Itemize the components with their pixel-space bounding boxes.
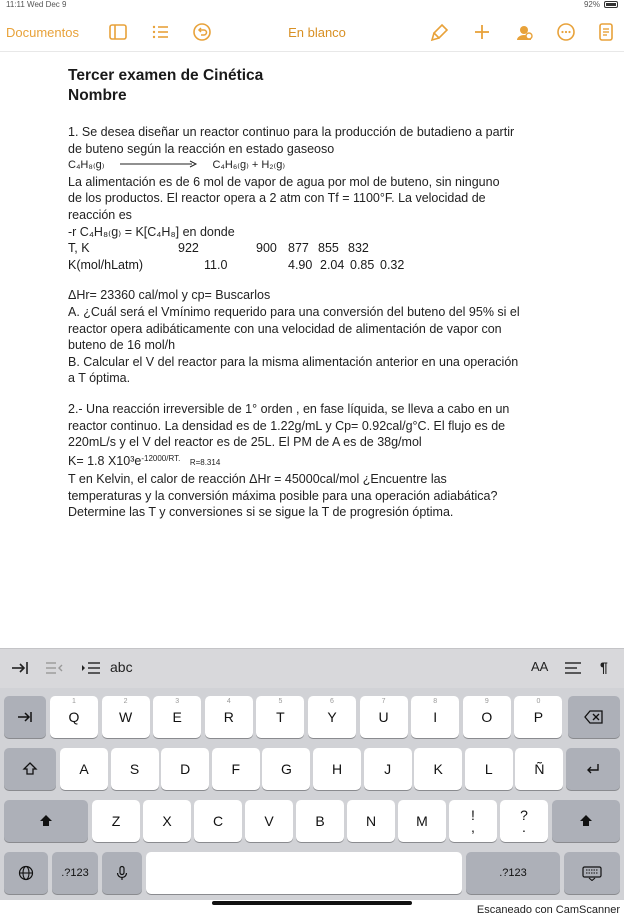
key-hint: 2 xyxy=(123,698,128,705)
home-indicator xyxy=(212,901,412,905)
collaborate-icon[interactable] xyxy=(512,20,536,44)
key-row1-2[interactable] xyxy=(102,696,150,738)
globe-key[interactable] xyxy=(4,852,48,894)
key-row2-2[interactable] xyxy=(111,748,159,790)
q1-a-line-3: buteno de 16 mol/h xyxy=(68,338,176,353)
q2-k-exponent: -12000/RT. xyxy=(141,453,181,463)
battery-percent: 92% xyxy=(583,0,600,9)
table-cell: 900 xyxy=(256,241,277,256)
q1-line-3: La alimentación es de 6 mol de vapor de agua por mol de buteno, sin ninguno xyxy=(68,174,500,189)
key-row1-4[interactable] xyxy=(205,696,253,738)
q2-line-5: T en Kelvin, el calor de reacción ΔHr = 45000cal/mol ¿Encuentre las xyxy=(68,472,447,487)
sidebar-icon[interactable] xyxy=(106,20,130,44)
key-hint: 8 xyxy=(433,698,438,705)
shift-key-left[interactable] xyxy=(4,800,88,842)
key-row3-1[interactable] xyxy=(92,800,140,842)
key-label: N xyxy=(365,813,377,829)
key-label: C xyxy=(212,813,224,829)
list-icon[interactable] xyxy=(148,20,172,44)
app-toolbar xyxy=(0,12,624,52)
key-hint: 9 xyxy=(484,698,489,705)
space-bar[interactable] xyxy=(146,852,462,894)
key-label: F xyxy=(231,761,241,777)
font-size-button[interactable]: AA xyxy=(531,659,549,674)
q1-line-4: de los productos. El reactor opera a 2 atm con Tf = 1100°F. La velocidad de xyxy=(68,191,486,206)
q2-line-2: reactor continuo. La densidad es de 1.22g/mL y Cp= 0.92cal/g°C. El flujo es de xyxy=(68,418,506,433)
table-cell: 2.04 xyxy=(320,257,345,272)
key-row3-8[interactable] xyxy=(449,800,497,842)
key-hint: 5 xyxy=(278,698,283,705)
key-row1-5[interactable] xyxy=(256,696,304,738)
key-label: A xyxy=(79,761,89,777)
key-row2-10[interactable] xyxy=(515,748,563,790)
key-row1-1[interactable] xyxy=(50,696,98,738)
key-label: V xyxy=(264,813,274,829)
return-key[interactable] xyxy=(566,748,620,790)
key-label: ! xyxy=(471,807,475,823)
q1-reactant: C₄H₈₍g₎ xyxy=(68,159,105,172)
key-row3-2[interactable] xyxy=(143,800,191,842)
key-label: G xyxy=(280,761,292,777)
key-row2-5[interactable] xyxy=(262,748,310,790)
numbers-key-left[interactable]: .?123 xyxy=(52,852,98,894)
key-row2-4[interactable] xyxy=(212,748,260,790)
key-row1-3[interactable] xyxy=(153,696,201,738)
brush-icon[interactable] xyxy=(428,20,452,44)
shift-key-right[interactable] xyxy=(552,800,620,842)
table-cell: 0.32 xyxy=(380,257,405,272)
key-label: ? xyxy=(520,807,528,823)
key-label: E xyxy=(172,709,182,725)
key-label: L xyxy=(484,761,493,777)
key-label: Ñ xyxy=(534,761,545,777)
microphone-key[interactable] xyxy=(102,852,142,894)
tab-key[interactable] xyxy=(4,696,46,738)
table-row-k xyxy=(68,257,568,274)
q2-line-1: 2.- Una reacción irreversible de 1° orden , en fase líquida, se lleva a cabo en un xyxy=(68,401,510,416)
key-row1-9[interactable] xyxy=(463,696,511,738)
q2-line-3: 220mL/s y el V del reactor es de 25L. El PM de A es de 38g/mol xyxy=(68,435,422,450)
align-icon[interactable] xyxy=(564,660,582,679)
key-label: T xyxy=(276,709,285,725)
key-label: K xyxy=(433,761,443,777)
on-screen-keyboard xyxy=(0,688,624,900)
q1-line-5: reacción es xyxy=(68,207,132,222)
q1-a-line-1: A. ¿Cuál será el Vmínimo requerido para una conversión del buteno del 95% si el xyxy=(68,304,520,319)
numbers-key-right[interactable]: .?123 xyxy=(466,852,560,894)
table-cell: 4.90 xyxy=(288,257,313,272)
key-row2-9[interactable] xyxy=(465,748,513,790)
key-row1-8[interactable] xyxy=(411,696,459,738)
q1-b-line-2: a T óptima. xyxy=(68,371,131,386)
key-row1-7[interactable] xyxy=(360,696,408,738)
q1-b-line-1: B. Calcular el V del reactor para la misma alimentación anterior en una operación xyxy=(68,354,519,369)
q2-k-line xyxy=(68,451,568,472)
table-k-label: K(mol/hLatm) xyxy=(68,257,144,272)
table-cell: 922 xyxy=(178,241,199,256)
key-label: M xyxy=(416,813,428,829)
key-label: I xyxy=(433,709,438,725)
q1-line-2: de buteno según la reacción en estado gaseoso xyxy=(68,141,335,156)
key-row3-9[interactable] xyxy=(500,800,548,842)
q2-line-6: temperaturas y la conversión máxima posible para una operación adiabática? xyxy=(68,488,498,503)
status-time: 11:11 Wed Dec 9 xyxy=(6,0,67,9)
table-cell: 0.85 xyxy=(350,257,375,272)
key-row2-7[interactable] xyxy=(364,748,412,790)
q1-reaction xyxy=(68,157,568,174)
q1-products: C₄H₆₍g₎ + H₂₍g₎ xyxy=(212,159,286,172)
status-bar xyxy=(0,0,624,10)
key-row3-6[interactable] xyxy=(347,800,395,842)
key-row2-6[interactable] xyxy=(313,748,361,790)
table-row-temperature xyxy=(68,240,568,257)
delete-key[interactable] xyxy=(568,696,620,738)
key-hint: 4 xyxy=(226,698,231,705)
key-row2-3[interactable] xyxy=(161,748,209,790)
key-hint: 1 xyxy=(72,698,76,705)
key-label: U xyxy=(378,709,389,725)
key-row2-8[interactable] xyxy=(414,748,462,790)
table-cell: 11.0 xyxy=(204,257,228,272)
key-label: P xyxy=(533,709,544,725)
table-cell: 877 xyxy=(288,241,309,256)
key-label: R xyxy=(223,709,234,725)
key-row2-1[interactable] xyxy=(60,748,108,790)
document-title[interactable]: En blanco xyxy=(288,24,346,40)
exam-title: Tercer examen de Cinética xyxy=(68,67,264,84)
outdent-icon[interactable] xyxy=(44,660,64,679)
key-sub-label: , xyxy=(471,819,475,835)
key-row3-3[interactable] xyxy=(194,800,242,842)
paragraph-style-button[interactable]: abc xyxy=(110,659,133,675)
key-row1-6[interactable] xyxy=(308,696,356,738)
reaction-arrow-icon xyxy=(118,157,198,174)
key-label: B xyxy=(315,813,325,829)
scanner-watermark: Escaneado con CamScanner xyxy=(476,904,620,916)
key-row3-5[interactable] xyxy=(296,800,344,842)
more-icon[interactable] xyxy=(554,20,578,44)
q1-rate: -r C₄H₈₍g₎ = K[C₄H₈] en donde xyxy=(68,224,235,239)
documents-button[interactable]: Documentos xyxy=(6,24,79,40)
table-t-label: T, K xyxy=(68,241,90,256)
document-icon[interactable] xyxy=(594,20,618,44)
format-bar xyxy=(0,648,624,688)
caps-lock-key[interactable] xyxy=(4,748,56,790)
paragraph-marks-button[interactable]: ¶ xyxy=(600,659,608,675)
key-label: Y xyxy=(327,709,337,725)
key-hint: 6 xyxy=(330,698,334,705)
document-body[interactable] xyxy=(68,66,568,521)
key-hint: 3 xyxy=(175,698,180,705)
undo-icon[interactable] xyxy=(190,20,214,44)
key-label: O xyxy=(481,709,493,725)
key-hint: 0 xyxy=(536,698,541,705)
name-label: Nombre xyxy=(68,87,127,104)
key-label: S xyxy=(129,761,140,777)
indent-icon[interactable] xyxy=(10,660,30,679)
q1-a-line-2: reactor opera adibáticamente con una velocidad de alimentación de vapor con xyxy=(68,321,502,336)
keyboard-dismiss-key[interactable] xyxy=(564,852,620,894)
key-label: X xyxy=(162,813,172,829)
key-sub-label: . xyxy=(522,819,526,835)
key-row3-7[interactable] xyxy=(398,800,446,842)
key-row1-10[interactable] xyxy=(514,696,562,738)
key-label: Q xyxy=(68,709,80,725)
key-label: Z xyxy=(111,813,121,829)
q1-dhr: ΔHr= 23360 cal/mol y cp= Buscarlos xyxy=(68,288,271,303)
battery-icon xyxy=(604,1,618,8)
q1-line-1: 1. Se desea diseñar un reactor continuo para la producción de butadieno a partir xyxy=(68,125,515,139)
key-label: W xyxy=(118,709,133,725)
key-label: J xyxy=(384,761,392,777)
battery-indicator xyxy=(584,0,618,9)
key-row3-4[interactable] xyxy=(245,800,293,842)
table-cell: 855 xyxy=(318,241,339,256)
list-style-icon[interactable] xyxy=(80,660,102,679)
key-label: H xyxy=(331,761,343,777)
q2-r-constant: R=8.314 xyxy=(189,457,221,467)
key-label: D xyxy=(180,761,191,777)
key-hint: 7 xyxy=(381,698,386,705)
plus-icon[interactable] xyxy=(470,20,494,44)
q2-line-7: Determine las T y conversiones si se sigue la T de progresión óptima. xyxy=(68,505,454,520)
table-cell: 832 xyxy=(348,241,369,256)
q2-k: K= 1.8 X10³e xyxy=(68,453,142,468)
